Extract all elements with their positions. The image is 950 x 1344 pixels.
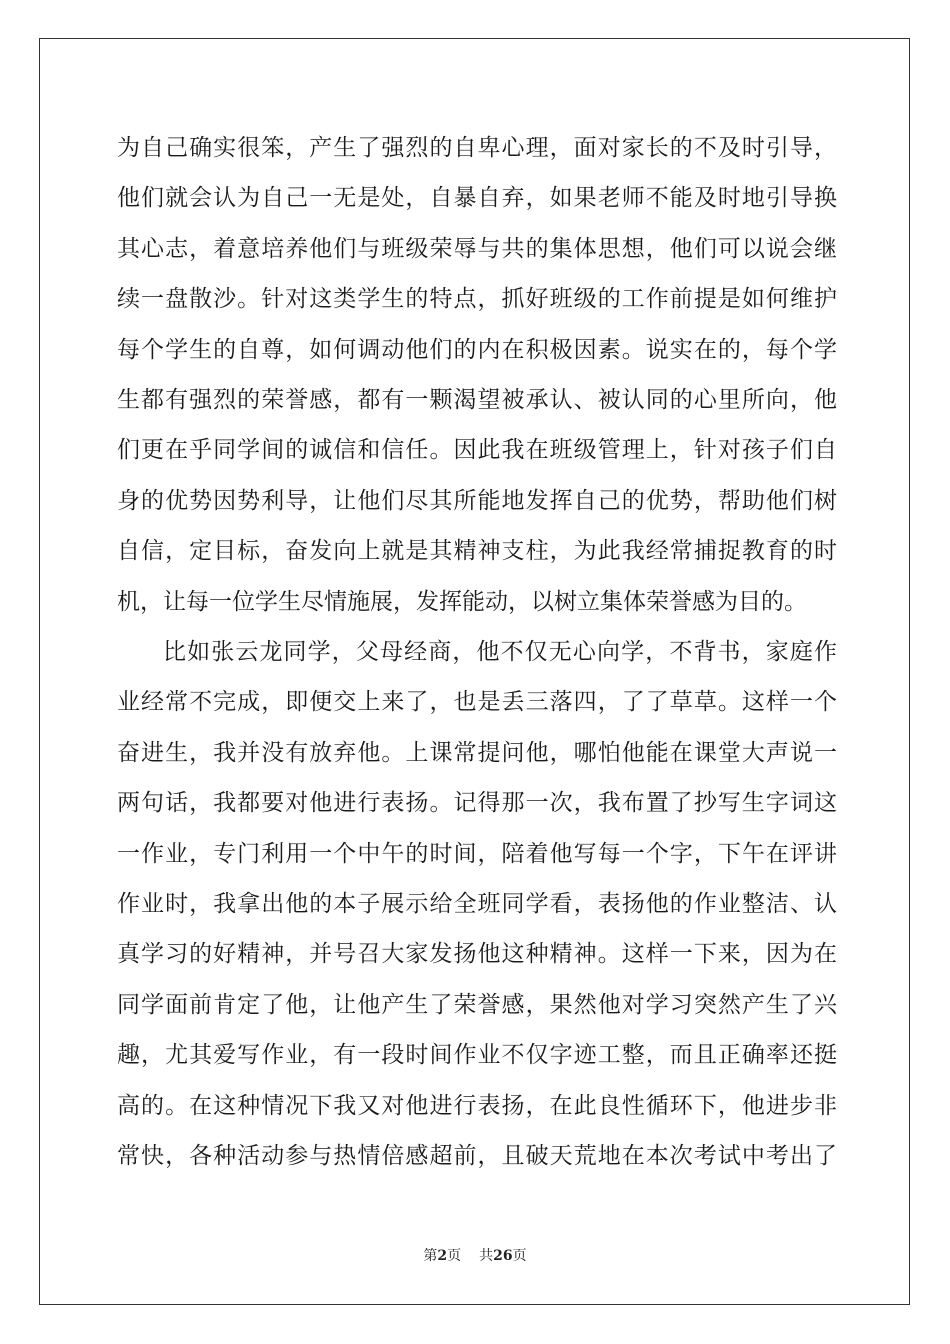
page-footer [0,1245,950,1265]
text-line: 两句话，我都要对他进行表扬。记得那一次，我布置了抄写生字词这 [117,790,837,816]
text-line: 自信，定目标，奋发向上就是其精神支柱，为此我经常捕捉教育的时 [117,538,837,564]
text-line: 生都有强烈的荣誉感，都有一颗渴望被承认、被认同的心里所向，他 [117,387,837,413]
text-line: 他们就会认为自己一无是处，自暴自弃，如果老师不能及时地引导换 [117,185,837,211]
text-line: 续一盘散沙。针对这类学生的特点，抓好班级的工作前提是如何维护 [117,286,837,312]
total-pages: 26 [493,1248,513,1264]
text-line: 机，让每一位学生尽情施展，发挥能动，以树立集体荣誉感为目的。 [117,589,807,615]
text-line: 一作业，专门利用一个中午的时间，陪着他写每一个字，下午在评讲 [117,841,837,867]
total-pages-indicator [479,1248,526,1264]
text-line: 为自己确实很笨，产生了强烈的自卑心理，面对家长的不及时引导， [117,135,837,161]
total-prefix: 共 [479,1248,494,1264]
text-line: 作业时，我拿出他的本子展示给全班同学看，表扬他的作业整洁、认 [117,891,837,917]
page-indicator [423,1248,461,1264]
text-line: 其心志，着意培养他们与班级荣辱与共的集体思想，他们可以说会继 [117,236,837,262]
text-line: 高的。在这种情况下我又对他进行表扬，在此良性循环下，他进步非 [117,1093,837,1119]
text-line: 奋进生，我并没有放弃他。上课常提问他，哪怕他能在课堂大声说一 [117,740,837,766]
text-line: 每个学生的自尊，如何调动他们的内在积极因素。说实在的，每个学 [117,337,837,363]
text-line: 常快，各种活动参与热情倍感超前，且破天荒地在本次考试中考出了 [117,1143,837,1169]
total-suffix: 页 [512,1248,527,1264]
page-suffix: 页 [447,1248,462,1264]
page-number: 2 [437,1248,448,1264]
text-line: 们更在乎同学间的诚信和信任。因此我在班级管理上，针对孩子们自 [117,437,837,463]
page-prefix: 第 [423,1248,438,1264]
text-line: 真学习的好精神，并号召大家发扬他这种精神。这样一下来，因为在 [117,941,837,967]
text-line: 同学面前肯定了他，让他产生了荣誉感，果然他对学习突然产生了兴 [117,992,837,1018]
text-line: 趣，尤其爱写作业，有一段时间作业不仅字迹工整，而且正确率还挺 [117,1042,837,1068]
text-line: 身的优势因势利导，让他们尽其所能地发挥自己的优势，帮助他们树 [117,488,837,514]
text-line: 业经常不完成，即便交上来了，也是丢三落四，了了草草。这样一个 [117,689,837,715]
text-line: 比如张云龙同学，父母经商，他不仅无心向学，不背书，家庭作 [163,639,837,665]
